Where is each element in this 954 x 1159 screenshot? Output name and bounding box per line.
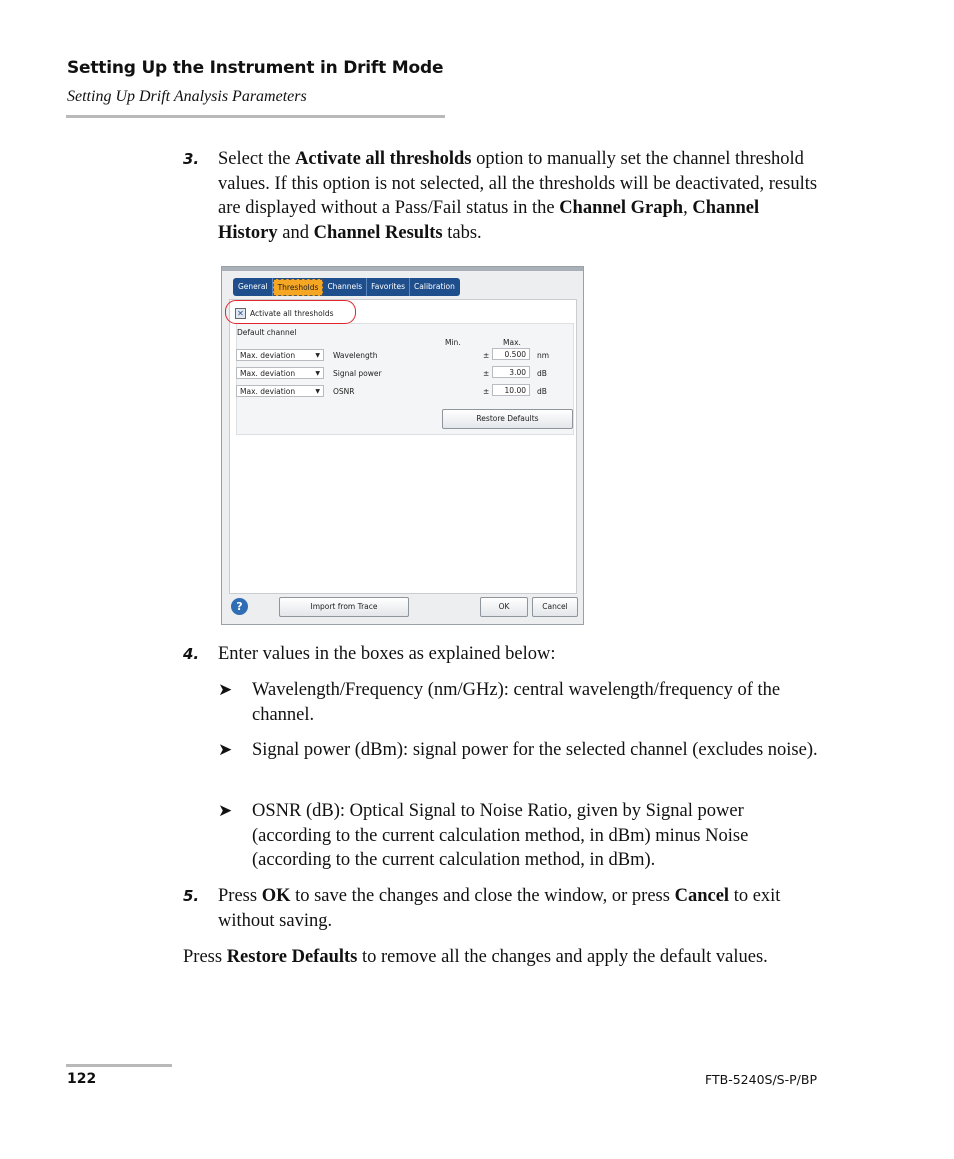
header-rule (66, 115, 445, 118)
arrow-bullet-icon: ➤ (218, 740, 233, 759)
plus-minus-sign: ± (483, 369, 490, 378)
page-number: 122 (67, 1071, 97, 1087)
wavelength-mode-select[interactable]: Max. deviation ▼ (236, 349, 324, 361)
wavelength-max-input[interactable]: 0.500 (492, 348, 530, 360)
step-number: 5. (183, 887, 200, 905)
osnr-unit: dB (537, 387, 547, 396)
max-column-header: Max. (503, 338, 521, 347)
osnr-max-input[interactable]: 10.00 (492, 384, 530, 396)
min-column-header: Min. (445, 338, 461, 347)
wavelength-unit: nm (537, 351, 550, 360)
wavelength-label: Wavelength (333, 351, 378, 360)
signal-power-unit: dB (537, 369, 547, 378)
signal-power-max-input[interactable]: 3.00 (492, 366, 530, 378)
step-text: Enter values in the boxes as explained below: (218, 644, 556, 664)
bullet-signal-power (218, 738, 818, 763)
bullet-wavelength (218, 678, 818, 727)
thresholds-panel (229, 299, 577, 594)
step-text: Press OK to save the changes and close the window, or press Cancel to exit without saving. (218, 886, 781, 931)
bullet-text: OSNR (dB): Optical Signal to Noise Ratio, given by Signal power (according to the current calculation method, in dBm) minus Noise (according to the current calculation method, in dBm). (252, 801, 749, 870)
tab-bar (233, 278, 460, 296)
window-top-bar (222, 267, 583, 271)
arrow-bullet-icon: ➤ (218, 680, 233, 699)
chevron-down-icon: ▼ (315, 352, 320, 359)
chevron-down-icon: ▼ (315, 370, 320, 377)
activate-thresholds-checkbox[interactable]: ✕ (235, 308, 246, 319)
tab-general[interactable]: General (234, 278, 273, 296)
bullet-osnr (218, 799, 818, 873)
osnr-label: OSNR (333, 387, 355, 396)
settings-window-screenshot (221, 266, 584, 625)
step-number: 4. (183, 645, 200, 663)
step-3 (183, 147, 823, 245)
tab-calibration[interactable]: Calibration (414, 282, 455, 291)
tab-favorites[interactable]: Favorites (367, 278, 410, 296)
step-text: Select the Activate all thresholds option to manually set the channel threshold values. If this option is not selected, all the thresholds will be deactivated, results are displayed without a Pass/Fail status in the Channel Graph, Channel History and Channel Results tabs. (218, 149, 818, 243)
signal-power-label: Signal power (333, 369, 382, 378)
product-name: FTB-5240S/S-P/BP (705, 1072, 817, 1087)
footer-rule (66, 1064, 172, 1067)
osnr-mode-select[interactable]: Max. deviation ▼ (236, 385, 324, 397)
help-icon[interactable]: ? (231, 598, 248, 615)
step-5 (183, 884, 823, 933)
section-title: Setting Up the Instrument in Drift Mode (67, 58, 444, 78)
restore-defaults-button[interactable]: Restore Defaults (442, 409, 573, 429)
section-subtitle: Setting Up Drift Analysis Parameters (67, 88, 307, 105)
activate-thresholds-label: Activate all thresholds (250, 309, 334, 318)
tab-thresholds[interactable]: Thresholds (273, 279, 324, 296)
bullet-text: Wavelength/Frequency (nm/GHz): central wavelength/frequency of the channel. (252, 680, 781, 725)
tab-channels[interactable]: Channels (323, 278, 367, 296)
plus-minus-sign: ± (483, 387, 490, 396)
cancel-button[interactable]: Cancel (532, 597, 578, 617)
ok-button[interactable]: OK (480, 597, 528, 617)
plus-minus-sign: ± (483, 351, 490, 360)
bullet-text: Signal power (dBm): signal power for the selected channel (excludes noise). (252, 740, 818, 760)
signal-power-mode-select[interactable]: Max. deviation ▼ (236, 367, 324, 379)
import-from-trace-button[interactable]: Import from Trace (279, 597, 409, 617)
arrow-bullet-icon: ➤ (218, 801, 233, 820)
closing-paragraph: Press Restore Defaults to remove all the changes and apply the default values. (183, 947, 768, 967)
default-channel-label: Default channel (237, 328, 297, 337)
step-4 (183, 642, 823, 667)
step-number: 3. (183, 150, 200, 168)
chevron-down-icon: ▼ (315, 388, 320, 395)
